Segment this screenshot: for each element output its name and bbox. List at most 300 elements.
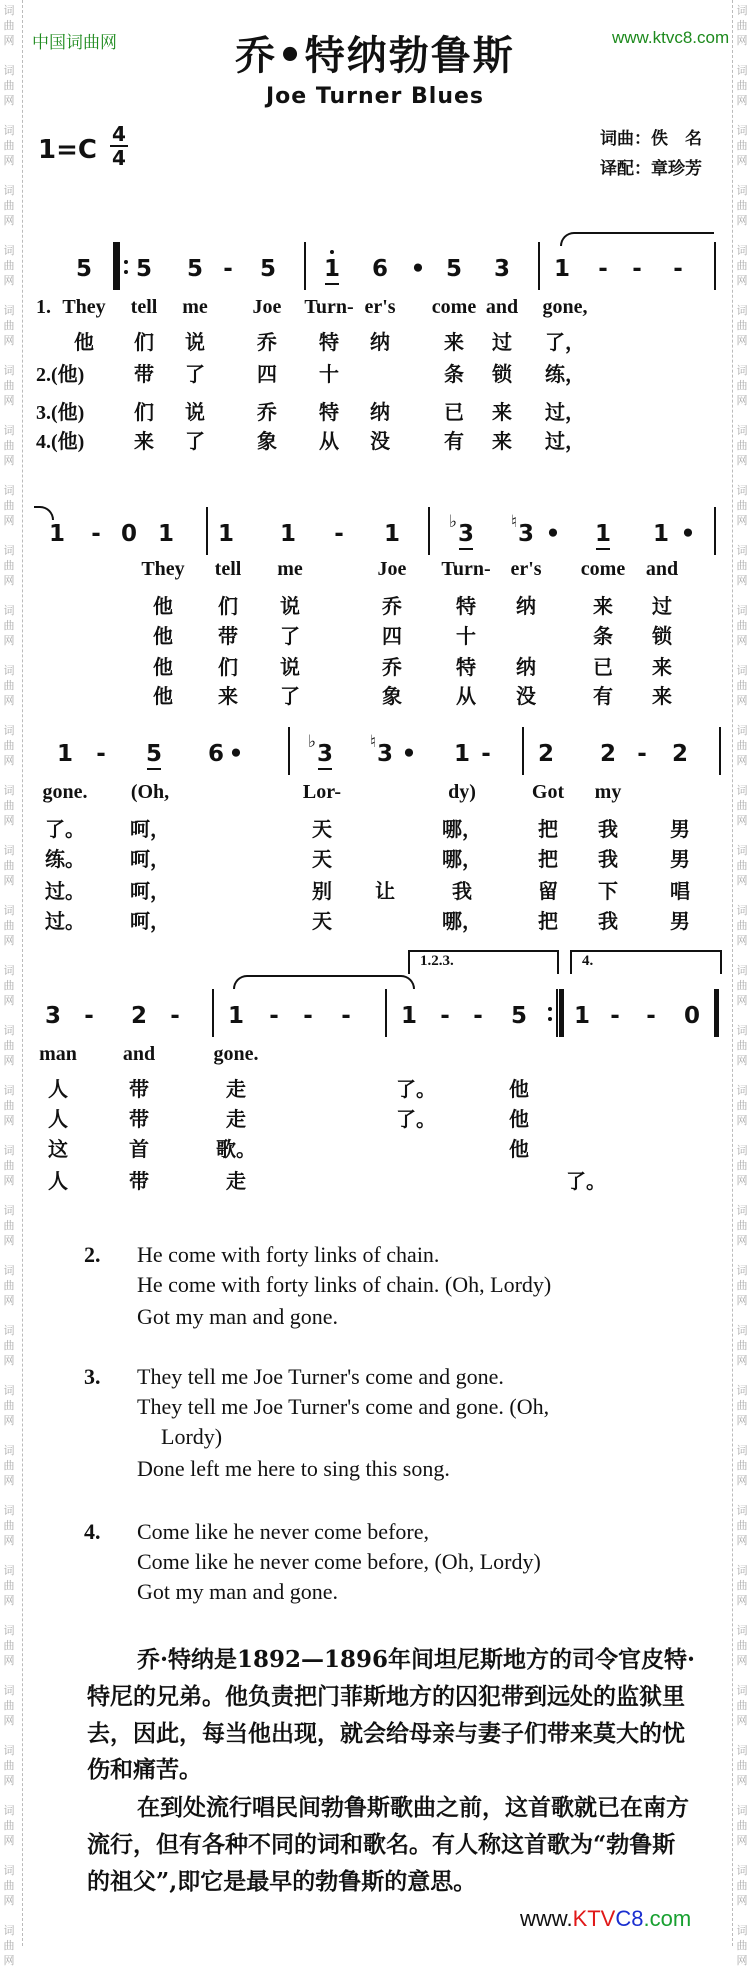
lyric-syllable: 带 [218, 624, 238, 648]
lyric-syllable: 别 [312, 879, 332, 903]
watermark-char: 网 [3, 1414, 15, 1427]
watermark-char: 词 [3, 4, 15, 17]
note [187, 256, 203, 282]
note [673, 256, 683, 282]
lyric-syllable: 练， [545, 362, 585, 386]
watermark-char: 词 [736, 904, 748, 917]
watermark-char: 曲 [736, 1279, 748, 1292]
lyric-syllable: 他 [74, 330, 94, 354]
note [401, 1003, 417, 1029]
watermark-char: 词 [3, 664, 15, 677]
watermark-char: 曲 [3, 499, 15, 512]
note-value: 5 [445, 256, 463, 282]
watermark-char: 曲 [736, 1399, 748, 1412]
natural-icon: ♮ [510, 512, 517, 532]
watermark-char: 词 [736, 724, 748, 737]
watermark-char: 网 [3, 874, 15, 887]
watermark-char: 词 [3, 1864, 15, 1877]
credit-lyrics-music: 词曲：佚 名 [600, 129, 702, 149]
watermark-char: 网 [736, 634, 748, 647]
lyric-syllable: 条 [593, 624, 613, 648]
watermark-char: 网 [3, 1714, 15, 1727]
watermark-char: 曲 [3, 319, 15, 332]
note [303, 1003, 313, 1029]
lyric-syllable: 了。 [396, 1107, 436, 1131]
note-value: 5 [259, 256, 277, 282]
note [341, 1003, 351, 1029]
lyric-syllable: 他 [509, 1137, 529, 1161]
lyric-syllable: 们 [218, 655, 238, 679]
barline [556, 989, 558, 1037]
watermark-char: 网 [736, 1474, 748, 1487]
lyric-syllable: 纳 [370, 400, 390, 424]
watermark-char: 网 [736, 874, 748, 887]
logo-c8: C8 [615, 1906, 644, 1931]
note [76, 256, 92, 282]
watermark-char: 网 [3, 994, 15, 1007]
watermark-char: 曲 [736, 1339, 748, 1352]
note-value: 1 [652, 521, 670, 547]
watermark-char: 词 [736, 1864, 748, 1877]
watermark-char: 词 [736, 1564, 748, 1577]
lyric-syllable: 来 [218, 684, 238, 708]
eighth-underline [318, 768, 332, 770]
lyric-syllable: 过， [545, 400, 585, 424]
ktvc8-logo[interactable] [520, 1906, 691, 1932]
lyric-syllable: 乔 [382, 655, 402, 679]
lyric-syllable: 他 [509, 1107, 529, 1131]
watermark-char: 词 [736, 1744, 748, 1757]
lyric-syllable: man [39, 1043, 77, 1065]
watermark-char: 曲 [3, 1879, 15, 1892]
lyric-syllable: 乔 [257, 330, 277, 354]
note [681, 521, 696, 547]
lyric-syllable: 呵， [130, 817, 170, 841]
note [334, 521, 344, 547]
watermark-char: 词 [736, 544, 748, 557]
watermark-char: 网 [3, 1114, 15, 1127]
barline [428, 507, 430, 555]
watermark-char: 曲 [736, 979, 748, 992]
note [49, 521, 65, 547]
lyric-syllable: 了 [185, 429, 205, 453]
lyric-syllable: 哪， [442, 847, 482, 871]
note [280, 521, 296, 547]
watermark-char: 曲 [3, 1099, 15, 1112]
lyric-syllable: 特 [456, 594, 476, 618]
watermark-char: 曲 [3, 679, 15, 692]
lyric-syllable: 人 [48, 1077, 68, 1101]
verse-line: They tell me Joe Turner's come and gone. (Oh, [137, 1394, 550, 1419]
watermark-char: 网 [736, 1714, 748, 1727]
note-value: 0 [120, 521, 138, 547]
lyric-syllable: 练。 [45, 847, 85, 871]
watermark-char: 网 [736, 1594, 748, 1607]
tie-slur [560, 232, 714, 246]
watermark-char: 词 [3, 544, 15, 557]
note [223, 256, 233, 282]
credit-translation: 译配：章珍芳 [600, 159, 702, 179]
lyric-syllable: 唱 [670, 879, 690, 903]
watermark-char: 词 [736, 124, 748, 137]
watermark-char: 曲 [736, 1879, 748, 1892]
watermark-char: 曲 [736, 1819, 748, 1832]
final-barline [714, 989, 719, 1037]
note-value: 3 [457, 521, 475, 547]
note [402, 741, 417, 767]
lyric-syllable: 人 [48, 1107, 68, 1131]
note-value: 1 [157, 521, 175, 547]
watermark-char: 网 [3, 1954, 15, 1967]
note-value: 5 [145, 741, 163, 767]
lyric-syllable: 我 [598, 817, 618, 841]
lyric-syllable: 象 [257, 429, 277, 453]
lyric-syllable: 说 [280, 655, 300, 679]
logo-ktv: KTV [572, 1906, 616, 1931]
note [158, 521, 174, 547]
watermark-char: 网 [736, 1354, 748, 1367]
lyric-syllable: 过。 [45, 909, 85, 933]
lyric-verse-label: 2.(他) [36, 364, 85, 386]
site-url[interactable]: www.ktvc8.com [612, 28, 730, 47]
lyric-syllable: dy) [448, 781, 476, 803]
watermark-char: 词 [3, 124, 15, 137]
watermark-char: 网 [736, 1954, 748, 1967]
watermark-char: 曲 [3, 1459, 15, 1472]
lyric-syllable: 条 [444, 362, 464, 386]
watermark-char: 网 [736, 1414, 748, 1427]
note-value: 2 [537, 741, 555, 767]
note-value: - [223, 256, 233, 282]
note [208, 741, 224, 767]
lyric-syllable: 带 [129, 1107, 149, 1131]
note [610, 1003, 620, 1029]
note-value: 1 [594, 521, 612, 547]
watermark-char: 曲 [3, 1639, 15, 1652]
note [481, 741, 491, 767]
watermark-char: 曲 [3, 79, 15, 92]
note [637, 741, 647, 767]
watermark-char: 曲 [736, 319, 748, 332]
watermark-char: 词 [3, 1804, 15, 1817]
note [446, 256, 462, 282]
lyric-syllable: 了， [545, 330, 585, 354]
watermark-char: 曲 [3, 799, 15, 812]
watermark-char: 网 [3, 1294, 15, 1307]
watermark-char: 曲 [736, 379, 748, 392]
watermark-char: 词 [736, 664, 748, 677]
watermark-char: 词 [736, 484, 748, 497]
watermark-char: 曲 [3, 19, 15, 32]
note [260, 256, 276, 282]
watermark-char: 曲 [736, 1519, 748, 1532]
lyric-syllable: 来 [652, 655, 672, 679]
verse-line: Lordy) [161, 1424, 223, 1449]
note-value: - [632, 256, 642, 282]
note [57, 741, 73, 767]
lyric-syllable: Joe [252, 296, 282, 318]
watermark-char: 曲 [736, 799, 748, 812]
note [324, 256, 340, 282]
lyric-syllable: 特 [456, 655, 476, 679]
watermark-char: 词 [736, 1024, 748, 1037]
lyric-syllable: 来 [444, 330, 464, 354]
watermark-char: 网 [3, 1234, 15, 1247]
note [369, 732, 394, 767]
watermark-char: 网 [3, 1174, 15, 1187]
watermark-char: 词 [736, 844, 748, 857]
watermark-char: 曲 [3, 559, 15, 572]
lyric-syllable: tell [214, 558, 242, 580]
lyric-syllable: 呵， [130, 847, 170, 871]
lyric-syllable: 说 [280, 594, 300, 618]
lyric-syllable: 说 [185, 400, 205, 424]
lyric-syllable: 过 [652, 594, 672, 618]
watermark-char: 词 [3, 1204, 15, 1217]
watermark-char: 词 [3, 784, 15, 797]
watermark-char: 词 [736, 1924, 748, 1937]
watermark-char: 曲 [736, 919, 748, 932]
watermark-char: 网 [3, 1534, 15, 1547]
note-value: 0 [683, 1003, 701, 1029]
watermark-char: 网 [3, 814, 15, 827]
lyric-syllable: 这 [48, 1137, 68, 1161]
note-value: - [473, 1003, 483, 1029]
watermark-char: 曲 [736, 679, 748, 692]
lyric-syllable: 乔 [382, 594, 402, 618]
note-value: 1 [217, 521, 235, 547]
lyric-syllable: 们 [134, 330, 154, 354]
note-value: 2 [671, 741, 689, 767]
watermark-char: 网 [3, 274, 15, 287]
note-value: 3 [517, 521, 535, 547]
watermark-char: 网 [3, 934, 15, 947]
barline [206, 507, 208, 555]
watermark-char: 曲 [3, 1519, 15, 1532]
watermark-char: 曲 [3, 1339, 15, 1352]
watermark-char: 网 [736, 94, 748, 107]
note [646, 1003, 656, 1029]
lyric-syllable: 十 [319, 362, 339, 386]
tie-slur [233, 975, 415, 989]
watermark-char: 网 [736, 1834, 748, 1847]
watermark-char: 网 [736, 1114, 748, 1127]
watermark-char: 曲 [736, 1759, 748, 1772]
watermark-char: 网 [3, 574, 15, 587]
lyric-syllable: 留 [538, 879, 558, 903]
eighth-underline [147, 768, 161, 770]
note [598, 256, 608, 282]
watermark-char: 曲 [3, 1579, 15, 1592]
watermark-char: 曲 [736, 859, 748, 872]
watermark-char: 网 [3, 34, 15, 47]
watermark-char: 网 [3, 334, 15, 347]
watermark-char: 网 [736, 1234, 748, 1247]
lyric-syllable: 哪， [442, 817, 482, 841]
lyric-syllable: 来 [492, 400, 512, 424]
lyric-syllable: 走 [226, 1107, 246, 1131]
repeat-dots [124, 254, 128, 280]
verse-line: Come like he never come before, [137, 1519, 429, 1544]
note-value: 5 [135, 256, 153, 282]
watermark-char: 词 [3, 1744, 15, 1757]
lyric-syllable: me [277, 558, 303, 580]
note [136, 256, 152, 282]
watermark-char: 网 [3, 1894, 15, 1907]
repeat-start-thick [113, 242, 118, 290]
note [672, 741, 688, 767]
watermark-char: 词 [3, 1144, 15, 1157]
paragraph-line: 伤和痛苦。 [87, 1756, 202, 1783]
lyric-syllable: 从 [319, 429, 339, 453]
watermark-char: 网 [3, 154, 15, 167]
lyric-syllable: 有 [444, 429, 464, 453]
watermark-char: 词 [736, 604, 748, 617]
note [411, 256, 426, 282]
watermark-char: 曲 [3, 139, 15, 152]
lyric-syllable: 过。 [45, 879, 85, 903]
watermark-char: 网 [3, 1474, 15, 1487]
watermark-char: 词 [3, 184, 15, 197]
note [229, 741, 244, 767]
lyric-syllable: 纳 [516, 594, 536, 618]
site-name[interactable]: 中国词曲网 [32, 33, 117, 52]
watermark-char: 词 [3, 904, 15, 917]
note [170, 1003, 180, 1029]
note-value: 2 [130, 1003, 148, 1029]
watermark-char: 曲 [736, 1699, 748, 1712]
lyric-syllable: 他 [153, 594, 173, 618]
lyric-syllable: gone. [213, 1043, 259, 1065]
paragraph-line: 特尼的兄弟。他负责把门菲斯地方的囚犯带到远处的监狱里 [87, 1683, 685, 1710]
paragraph-line: 的祖父”,即它是最早的勃鲁斯的意思。 [87, 1868, 477, 1895]
note-value: - [440, 1003, 450, 1029]
lyric-syllable: 让 [375, 879, 395, 903]
lyric-syllable: 过 [492, 330, 512, 354]
lyric-syllable: and [485, 296, 519, 318]
watermark-char: 网 [3, 1054, 15, 1067]
watermark-char: 曲 [3, 1699, 15, 1712]
watermark-char: 词 [3, 1684, 15, 1697]
lyric-syllable: 人 [48, 1169, 68, 1193]
lyric-syllable: 特 [319, 400, 339, 424]
verse-line: Come like he never come before, (Oh, Lordy) [137, 1549, 541, 1574]
verse-line: He come with forty links of chain. [137, 1242, 440, 1267]
watermark-char: 词 [3, 724, 15, 737]
watermark-char: 网 [736, 754, 748, 767]
lyric-syllable: 已 [593, 655, 613, 679]
lyric-syllable: gone. [42, 781, 88, 803]
watermark-char: 词 [736, 784, 748, 797]
note-value: 6 [207, 741, 225, 767]
lyric-syllable: 带 [129, 1077, 149, 1101]
watermark-char: 词 [736, 244, 748, 257]
watermark-char: 曲 [736, 19, 748, 32]
lyric-syllable: er's [364, 296, 396, 318]
note-value: 1 [323, 256, 341, 282]
barline [304, 242, 306, 290]
time-signature [110, 124, 128, 168]
note-value: - [334, 521, 344, 547]
watermark-char: 曲 [736, 1939, 748, 1952]
watermark-char: 网 [736, 34, 748, 47]
watermark-char: 网 [3, 94, 15, 107]
verse-line: Got my man and gone. [137, 1304, 339, 1329]
watermark-char: 曲 [3, 439, 15, 452]
octave-dot [330, 250, 334, 254]
watermark-char: 网 [3, 634, 15, 647]
note-value: - [673, 256, 683, 282]
watermark-char: 曲 [3, 1279, 15, 1292]
watermark-char: 词 [3, 1564, 15, 1577]
lyric-syllable: 男 [670, 847, 690, 871]
lyric-syllable: me [182, 296, 208, 318]
note-value: • [545, 521, 561, 547]
note [454, 741, 470, 767]
watermark-char: 曲 [736, 1159, 748, 1172]
watermark-char: 曲 [3, 379, 15, 392]
watermark-char: 曲 [736, 1459, 748, 1472]
note [146, 741, 162, 767]
watermark-char: 曲 [3, 1219, 15, 1232]
watermark-char: 网 [736, 694, 748, 707]
watermark-char: 词 [3, 1624, 15, 1637]
note [96, 741, 106, 767]
note [91, 521, 101, 547]
paragraph-line: 去，因此，每当他出现，就会给母亲与妻子们带来莫大的忧 [87, 1720, 685, 1747]
lyric-syllable: Joe [377, 558, 407, 580]
watermark-char: 曲 [3, 1039, 15, 1052]
watermark-char: 曲 [736, 1099, 748, 1112]
time-top: 4 [112, 122, 126, 146]
lyric-syllable: 首 [129, 1137, 149, 1161]
watermark-char: 曲 [3, 739, 15, 752]
note-value: - [610, 1003, 620, 1029]
watermark-char: 词 [736, 184, 748, 197]
watermark-char: 网 [3, 514, 15, 527]
lyric-syllable: 锁 [652, 624, 672, 648]
lyric-syllable: 十 [456, 624, 476, 648]
note-value: 1 [227, 1003, 245, 1029]
note [473, 1003, 483, 1029]
watermark-char: 曲 [3, 1759, 15, 1772]
lyric-syllable: 了。 [45, 817, 85, 841]
watermark-char: 曲 [3, 1819, 15, 1832]
flat-icon: ♭ [307, 732, 316, 752]
watermark-char: 网 [3, 1594, 15, 1607]
lyric-syllable: 他 [153, 684, 173, 708]
watermark-char: 网 [736, 1534, 748, 1547]
lyric-syllable: 来 [652, 684, 672, 708]
barline [385, 989, 387, 1037]
watermark-char: 曲 [736, 259, 748, 272]
watermark-char: 网 [736, 514, 748, 527]
lyric-syllable: 来 [492, 429, 512, 453]
watermark-char: 词 [3, 364, 15, 377]
barline [714, 507, 716, 555]
lyric-syllable: 说 [185, 330, 205, 354]
lyric-syllable: 把 [538, 847, 558, 871]
lyric-syllable: 没 [516, 684, 536, 708]
lyric-syllable: 们 [218, 594, 238, 618]
note [131, 1003, 147, 1029]
watermark-char: 网 [736, 214, 748, 227]
watermark-char: 网 [736, 934, 748, 947]
lyric-syllable: 带 [134, 362, 154, 386]
note [538, 741, 554, 767]
watermark-char: 曲 [3, 199, 15, 212]
watermark-char: 词 [736, 1084, 748, 1097]
